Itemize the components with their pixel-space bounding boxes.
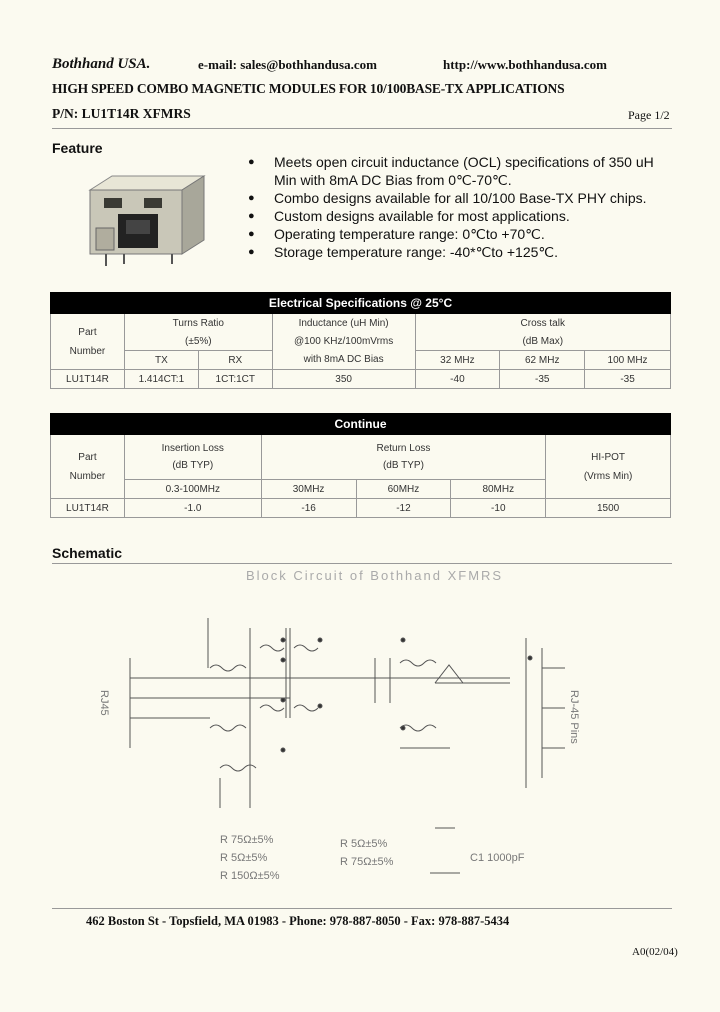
footer-divider [52, 908, 672, 909]
table-row [51, 370, 671, 389]
cell-ct62: -35 [500, 370, 585, 389]
resistor-label: R 75Ω±5% [220, 834, 274, 846]
cell-rx: 1CT:1CT [198, 370, 272, 389]
product-image [82, 168, 212, 268]
resistor-label: R 150Ω±5% [220, 870, 280, 882]
return-loss-unit: (dB TYP) [382, 460, 424, 471]
freq-32: 32 MHz [415, 351, 500, 370]
rj45-pins-label: RJ-45 Pins [568, 690, 580, 744]
website-link[interactable]: http://www.bothhandusa.com [443, 57, 607, 72]
cell-part: LU1T14R [51, 370, 125, 389]
insertion-loss-unit: (dB TYP) [172, 460, 214, 471]
cell-tx: 1.414CT:1 [124, 370, 198, 389]
resistor-label: R 75Ω±5% [340, 856, 394, 868]
rj45-label: RJ45 [98, 690, 110, 716]
cell-ct100: -35 [585, 370, 671, 389]
return-loss-header [261, 435, 546, 480]
crosstalk-unit: (dB Max) [415, 332, 671, 351]
electrical-spec-table [50, 292, 671, 389]
hipot-unit: (Vrms Min) [583, 470, 633, 482]
part-number-header [51, 435, 125, 499]
feature-item: ● Combo designs available for all 10/100 Base-TX PHY chips. [248, 189, 678, 207]
schematic-heading: Schematic [52, 545, 123, 561]
continue-spec-table [50, 413, 671, 518]
freq-30: 30MHz [261, 480, 356, 499]
revision-code: A0(02/04) [632, 946, 678, 958]
freq-100: 100 MHz [585, 351, 671, 370]
cell-rl30: -16 [261, 499, 356, 518]
inductance-condition: @100 KHz/100mVrms [272, 332, 415, 351]
inductance-bias: with 8mA DC Bias [272, 351, 415, 370]
email-link[interactable]: e-mail: sales@bothhandusa.com [198, 57, 377, 72]
crosstalk-header: Cross talk [415, 314, 671, 333]
company-name: Bothhand USA. [52, 56, 151, 72]
feature-item: ● Operating temperature range: 0℃to +70℃. [248, 225, 678, 243]
document-title: HIGH SPEED COMBO MAGNETIC MODULES FOR 10/100BASE-TX APPLICATIONS [52, 81, 565, 96]
schematic-title: Block Circuit of Bothhand XFMRS [246, 568, 504, 583]
footer-address: 462 Boston St - Topsfield, MA 01983 - Phone: 978-887-8050 - Fax: 978-887-5434 [86, 914, 510, 928]
number-label: Number [69, 470, 106, 482]
cell-rl80: -10 [451, 499, 546, 518]
freq-range: 0.3-100MHz [124, 480, 261, 499]
freq-62: 62 MHz [500, 351, 585, 370]
turns-tolerance: (±5%) [124, 332, 272, 351]
feature-heading: Feature [52, 140, 103, 156]
part-label: Part [78, 326, 97, 338]
resistor-label: R 5Ω±5% [340, 838, 388, 850]
turns-ratio-header: Turns Ratio [124, 314, 272, 333]
schematic-divider [52, 563, 672, 564]
part-number-header [51, 314, 125, 370]
table-row [51, 499, 671, 518]
continue-title: Continue [51, 414, 671, 435]
cell-part: LU1T14R [51, 499, 125, 518]
feature-item: ● Meets open circuit inductance (OCL) specifications of 350 uH Min with 8mA DC Bias from 0℃-70℃. [248, 153, 678, 189]
elec-spec-title: Electrical Specifications @ 25°C [51, 293, 671, 314]
cell-ct32: -40 [415, 370, 500, 389]
insertion-loss-label: Insertion Loss [161, 443, 224, 454]
number-label: Number [69, 345, 106, 357]
cell-inductance: 350 [272, 370, 415, 389]
rx-header: RX [198, 351, 272, 370]
hipot-header [546, 435, 671, 499]
capacitor-label: C1 1000pF [470, 852, 525, 864]
tx-header: TX [124, 351, 198, 370]
feature-item: ● Storage temperature range: -40*℃to +125℃. [248, 243, 678, 261]
part-number: P/N: LU1T14R XFMRS [52, 106, 191, 121]
header-divider [52, 128, 672, 129]
resistor-label: R 5Ω±5% [220, 852, 268, 864]
feature-item: ● Custom designs available for most applications. [248, 207, 678, 225]
hipot-label: HI-POT [591, 451, 626, 463]
feature-list [248, 153, 678, 261]
cell-insertion-loss: -1.0 [124, 499, 261, 518]
return-loss-label: Return Loss [376, 443, 431, 454]
cell-rl60: -12 [356, 499, 451, 518]
insertion-loss-header [124, 435, 261, 480]
freq-60: 60MHz [356, 480, 451, 499]
page-indicator: Page 1/2 [628, 108, 670, 122]
freq-80: 80MHz [451, 480, 546, 499]
part-label: Part [78, 451, 97, 463]
cell-hipot: 1500 [546, 499, 671, 518]
inductance-header: Inductance (uH Min) [272, 314, 415, 333]
